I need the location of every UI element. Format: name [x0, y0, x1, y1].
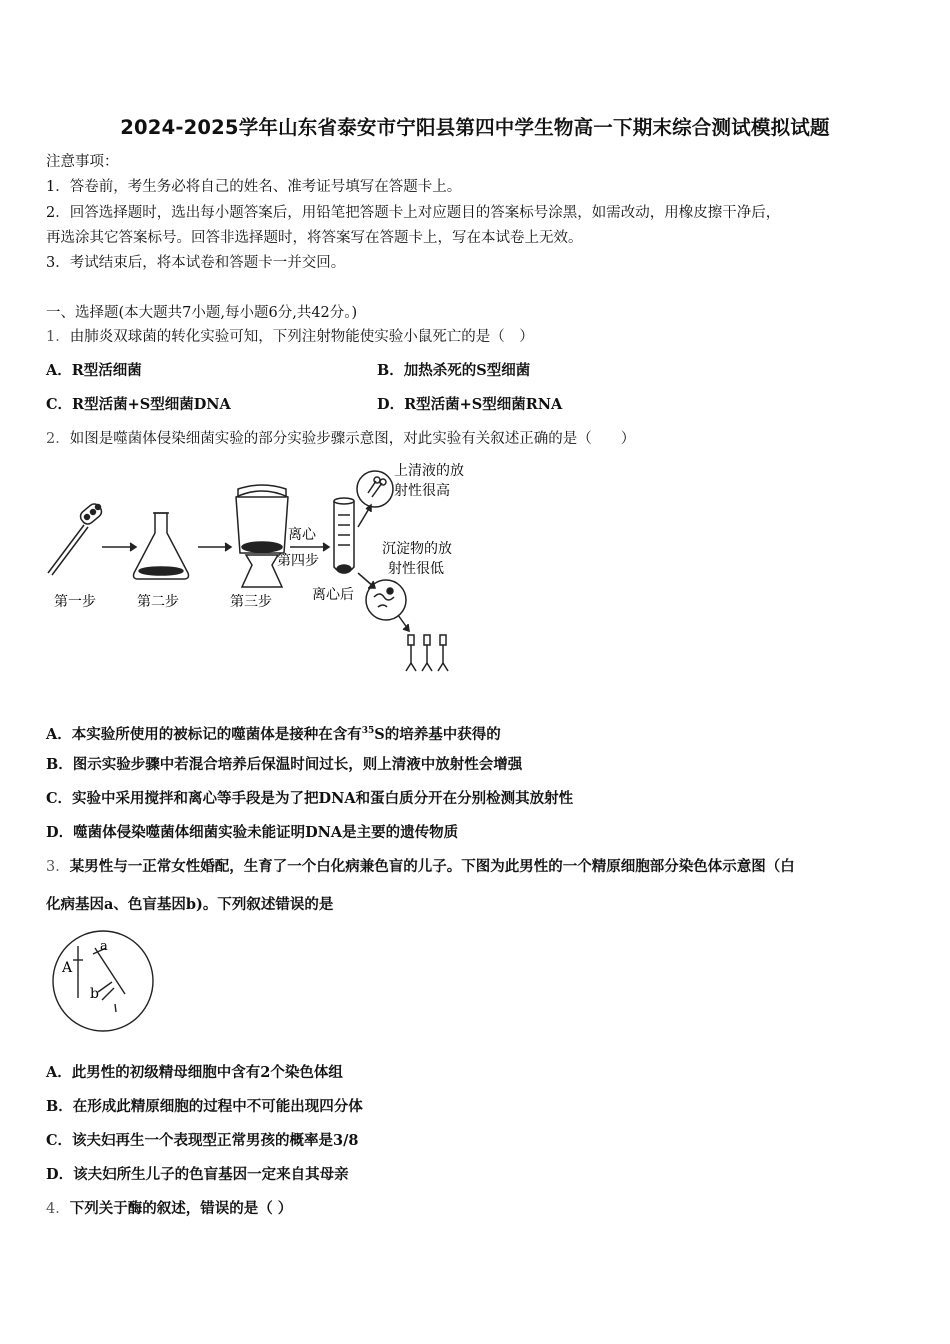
step2-label: 第二步	[137, 594, 179, 610]
centrifuge-tube-icon	[334, 498, 354, 573]
question-1	[46, 327, 534, 347]
gene-label-b: b	[90, 986, 99, 1002]
blender-icon	[236, 485, 288, 587]
chromosome-cell-figure	[48, 926, 160, 1036]
question-3-continued: 化病基因a、色盲基因b)。下列叙述错误的是	[46, 896, 334, 913]
question-stem: 如图是噬菌体侵染细菌实验的部分实验步骤示意图，对此实验有关叙述正确的是（ ）	[69, 431, 636, 447]
page-title: 2024-2025学年山东省泰安市宁阳县第四中学生物高一下期末综合测试模拟试题	[120, 116, 830, 139]
option-d: D．R型活菌+S型细菌RNA	[377, 396, 563, 413]
question-number: 2．	[46, 431, 70, 447]
question-stem: 某男性与一正常女性婚配，生育了一个白化病兼色盲的儿子。下图为此男性的一个精原细胞部分染色体示意图（白	[69, 858, 795, 875]
notice-item: 2．回答选择题时，选出每小题答案后，用铅笔把答题卡上对应题目的答案标号涂黑，如需改动，用橡皮擦干净后，	[46, 205, 781, 221]
option-c: C．实验中采用搅拌和离心等手段是为了把DNA和蛋白质分开在分别检测其放射性	[46, 790, 574, 807]
after-centrifuge-label: 离心后	[312, 587, 354, 603]
option-c: C．该夫妇再生一个表现型正常男孩的概率是3/8	[46, 1132, 359, 1149]
sediment-label-line2: 射性很低	[388, 561, 444, 577]
option-b: B．在形成此精原细胞的过程中不可能出现四分体	[46, 1098, 363, 1115]
question-number: 4．	[46, 1201, 70, 1217]
flask-icon	[134, 513, 189, 579]
step1-label: 第一步	[54, 594, 96, 610]
step3-label: 第三步	[230, 594, 272, 610]
question-number: 3．	[46, 859, 70, 875]
question-3	[46, 857, 795, 877]
question-stem: 下列关于酶的叙述，错误的是（ ）	[69, 1200, 293, 1217]
sediment-label-line1: 沉淀物的放	[382, 541, 452, 557]
centrifuge-label: 离心	[288, 527, 316, 543]
notice-item: 3．考试结束后，将本试卷和答题卡一并交回。	[46, 255, 346, 271]
option-d: D．该夫妇所生儿子的色盲基因一定来自其母亲	[46, 1166, 349, 1183]
notice-item: 1．答卷前，考生务必将自己的姓名、准考证号填写在答题卡上。	[46, 179, 462, 195]
phage-stick-icon	[48, 502, 104, 575]
section-heading: 一、选择题(本大题共7小题,每小题6分,共42分。)	[46, 305, 358, 321]
gene-label-a: a	[100, 939, 108, 954]
supernatant-label-line2: 射性很高	[394, 483, 450, 499]
step4-label: 第四步	[277, 553, 319, 569]
notice-heading: 注意事项：	[46, 154, 119, 170]
progeny-phages-icon	[406, 635, 448, 671]
supernatant-label-line1: 上清液的放	[394, 463, 464, 479]
supernatant-circle	[357, 471, 393, 507]
question-stem: 由肺炎双球菌的转化实验可知，下列注射物能使实验小鼠死亡的是（ ）	[69, 329, 534, 345]
option-d: D．噬菌体侵染噬菌体细菌实验未能证明DNA是主要的遗传物质	[46, 824, 459, 841]
phage-experiment-figure	[40, 455, 510, 685]
question-number: 1．	[46, 329, 70, 345]
option-b: B．加热杀死的S型细菌	[377, 362, 531, 379]
option-a: A．R型活细菌	[46, 362, 142, 379]
option-a: A．本实验所使用的被标记的噬菌体是接种在含有$^{35}$S的培养基中获得的	[46, 726, 501, 743]
question-4	[46, 1199, 292, 1219]
option-b: B．图示实验步骤中若混合培养后保温时间过长，则上清液中放射性会增强	[46, 756, 523, 773]
notice-item: 再选涂其它答案标号。回答非选择题时，将答案写在答题卡上，写在本试卷上无效。	[46, 230, 583, 246]
gene-label-A: A	[62, 960, 73, 976]
question-2	[46, 429, 635, 449]
option-c: C．R型活菌+S型细菌DNA	[46, 396, 231, 413]
option-a: A．此男性的初级精母细胞中含有2个染色体组	[46, 1064, 343, 1081]
